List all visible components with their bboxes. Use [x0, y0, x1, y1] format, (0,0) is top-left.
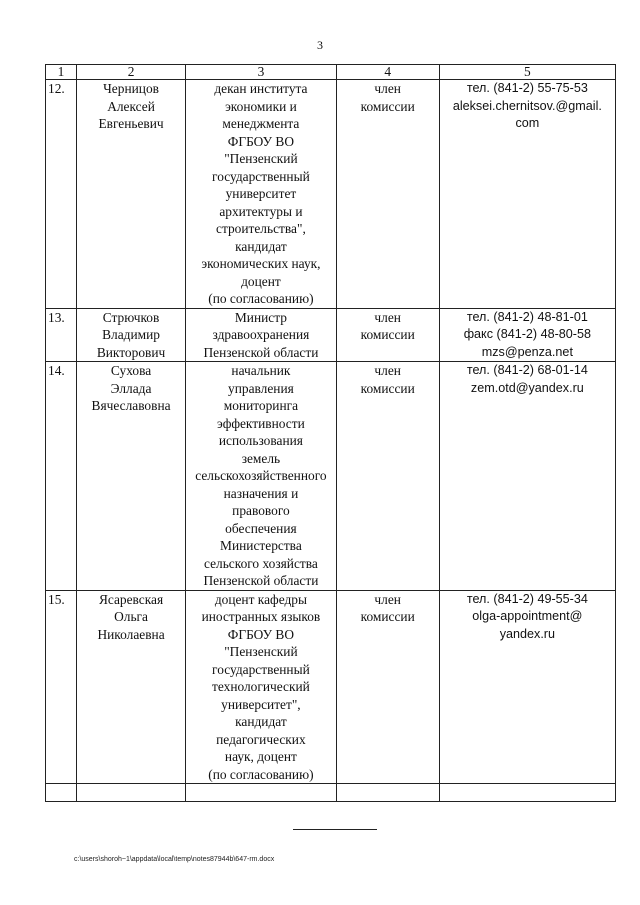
- empty-cell: [186, 784, 336, 802]
- member-position-line: государственный: [212, 168, 310, 184]
- table-row: [46, 308, 616, 362]
- table-header-row: [46, 65, 616, 80]
- member-contact-line: com: [515, 116, 540, 130]
- member-position: [186, 308, 336, 362]
- signature-rule: [293, 829, 377, 830]
- member-position-line: здравоохранения: [212, 327, 310, 342]
- member-role-line: член: [374, 81, 401, 96]
- column-header-1: 1: [46, 65, 77, 80]
- member-contact-line: aleksei.chernitsov.@gmail.: [452, 98, 602, 113]
- member-contact: [439, 590, 615, 784]
- member-role-line: член: [374, 309, 401, 325]
- member-name: [76, 590, 185, 784]
- page-number: 3: [317, 38, 323, 52]
- member-contact-line: zem.otd@yandex.ru: [470, 380, 584, 395]
- member-position-line: земель: [241, 450, 281, 466]
- member-position-line: (по согласованию): [208, 766, 314, 782]
- member-position-line: наук, доцент: [224, 749, 297, 764]
- member-role: [336, 308, 439, 362]
- row-number: 12.: [46, 80, 77, 309]
- member-role-line: комиссии: [360, 380, 415, 396]
- table-row: [46, 80, 616, 309]
- member-name-line: Николаевна: [97, 626, 165, 642]
- member-contact-line: тел. (841-2) 49-55-34: [466, 591, 588, 606]
- member-position-line: сельскохозяйственного: [195, 468, 327, 483]
- member-position-line: доцент: [241, 273, 281, 289]
- table-body: [46, 80, 616, 802]
- member-name-line: Вячеславовна: [91, 398, 171, 413]
- member-role: [336, 80, 439, 309]
- member-contact: [439, 362, 615, 591]
- member-name-line: Эллада: [110, 380, 152, 396]
- member-position-line: "Пензенский: [224, 644, 298, 659]
- column-header-5: 5: [439, 65, 615, 80]
- member-position-line: ФГБОУ ВО: [227, 133, 295, 149]
- member-position-line: декан института: [214, 81, 308, 96]
- member-contact-line: факс (841-2) 48-80-58: [463, 327, 592, 341]
- row-number: 13.: [46, 308, 77, 362]
- row-number: 15.: [46, 590, 77, 784]
- empty-row: [46, 784, 616, 802]
- member-position-line: кандидат: [235, 714, 287, 729]
- member-role-line: комиссии: [360, 609, 415, 624]
- member-contact-line: mzs@penza.net: [481, 344, 573, 359]
- member-contact-line: тел. (841-2) 68-01-14: [466, 363, 588, 377]
- member-position: [186, 362, 336, 591]
- member-position-line: (по согласованию): [208, 291, 314, 306]
- member-position-line: Пензенской области: [203, 344, 319, 360]
- member-position-line: Пензенской области: [203, 573, 319, 588]
- member-position-line: Министерства: [220, 538, 302, 553]
- column-header-3: 3: [186, 65, 336, 80]
- member-contact-line: тел. (841-2) 48-81-01: [466, 309, 588, 324]
- member-contact-line: olga-appointment@: [472, 609, 583, 623]
- member-position-line: использования: [218, 433, 303, 448]
- member-contact: [439, 308, 615, 362]
- member-name-line: Черницов: [103, 81, 159, 96]
- commission-table: [45, 64, 616, 802]
- member-name: [76, 80, 185, 309]
- member-position-line: обеспечения: [225, 520, 297, 536]
- member-position-line: ФГБОУ ВО: [227, 626, 295, 642]
- empty-cell: [336, 784, 439, 802]
- member-name-line: Ясаревская: [98, 591, 164, 607]
- member-name: [76, 308, 185, 362]
- empty-cell: [439, 784, 615, 802]
- member-position-line: сельского хозяйства: [203, 555, 318, 571]
- member-position-line: университет",: [221, 696, 301, 712]
- member-name-line: Сухова: [110, 363, 152, 378]
- member-position-line: начальник: [231, 363, 291, 378]
- member-position-line: строительства",: [216, 221, 306, 236]
- member-position-line: педагогических: [216, 731, 306, 747]
- member-name-line: Викторович: [96, 344, 166, 360]
- member-role-line: член: [374, 363, 401, 378]
- member-name-line: Ольга: [114, 609, 148, 624]
- member-role: [336, 590, 439, 784]
- member-role-line: комиссии: [360, 327, 415, 342]
- member-name-line: Алексей: [107, 98, 155, 114]
- member-position: [186, 80, 336, 309]
- member-position-line: управления: [228, 380, 294, 396]
- member-position-line: экономики и: [225, 98, 297, 114]
- empty-cell: [46, 784, 77, 802]
- member-position-line: государственный: [212, 661, 310, 677]
- member-role-line: член: [374, 591, 401, 607]
- table-row: [46, 362, 616, 591]
- member-position-line: иностранных языков: [201, 609, 321, 624]
- member-role: [336, 362, 439, 591]
- member-position-line: архитектуры и: [219, 203, 303, 219]
- member-position-line: назначения и: [223, 485, 299, 501]
- column-header-2: 2: [76, 65, 185, 80]
- member-position-line: доцент кафедры: [214, 591, 307, 607]
- member-position-line: правового: [232, 503, 290, 518]
- member-position-line: эффективности: [217, 415, 305, 431]
- member-contact: [439, 80, 615, 309]
- member-name-line: Стрючков: [102, 309, 160, 325]
- member-name-line: Евгеньевич: [98, 116, 164, 131]
- member-position-line: технологический: [212, 679, 310, 694]
- member-role-line: комиссии: [360, 98, 415, 114]
- member-position-line: "Пензенский: [224, 151, 298, 166]
- member-position-line: экономических наук,: [201, 256, 321, 271]
- empty-cell: [76, 784, 185, 802]
- member-position-line: мониторинга: [223, 398, 299, 413]
- file-path: c:\users\shoroh~1\appdata\local\temp\notes87944b\647-rm.docx: [74, 856, 275, 863]
- member-contact-line: yandex.ru: [499, 626, 556, 641]
- row-number: 14.: [46, 362, 77, 591]
- member-position-line: университет: [225, 186, 297, 201]
- member-position-line: кандидат: [235, 238, 287, 254]
- member-position-line: Министр: [234, 309, 287, 325]
- member-name: [76, 362, 185, 591]
- member-position-line: менеджмента: [222, 116, 300, 131]
- member-contact-line: тел. (841-2) 55-75-53: [466, 81, 588, 95]
- table-row: [46, 590, 616, 784]
- member-name-line: Владимир: [102, 327, 160, 342]
- member-position: [186, 590, 336, 784]
- column-header-4: 4: [336, 65, 439, 80]
